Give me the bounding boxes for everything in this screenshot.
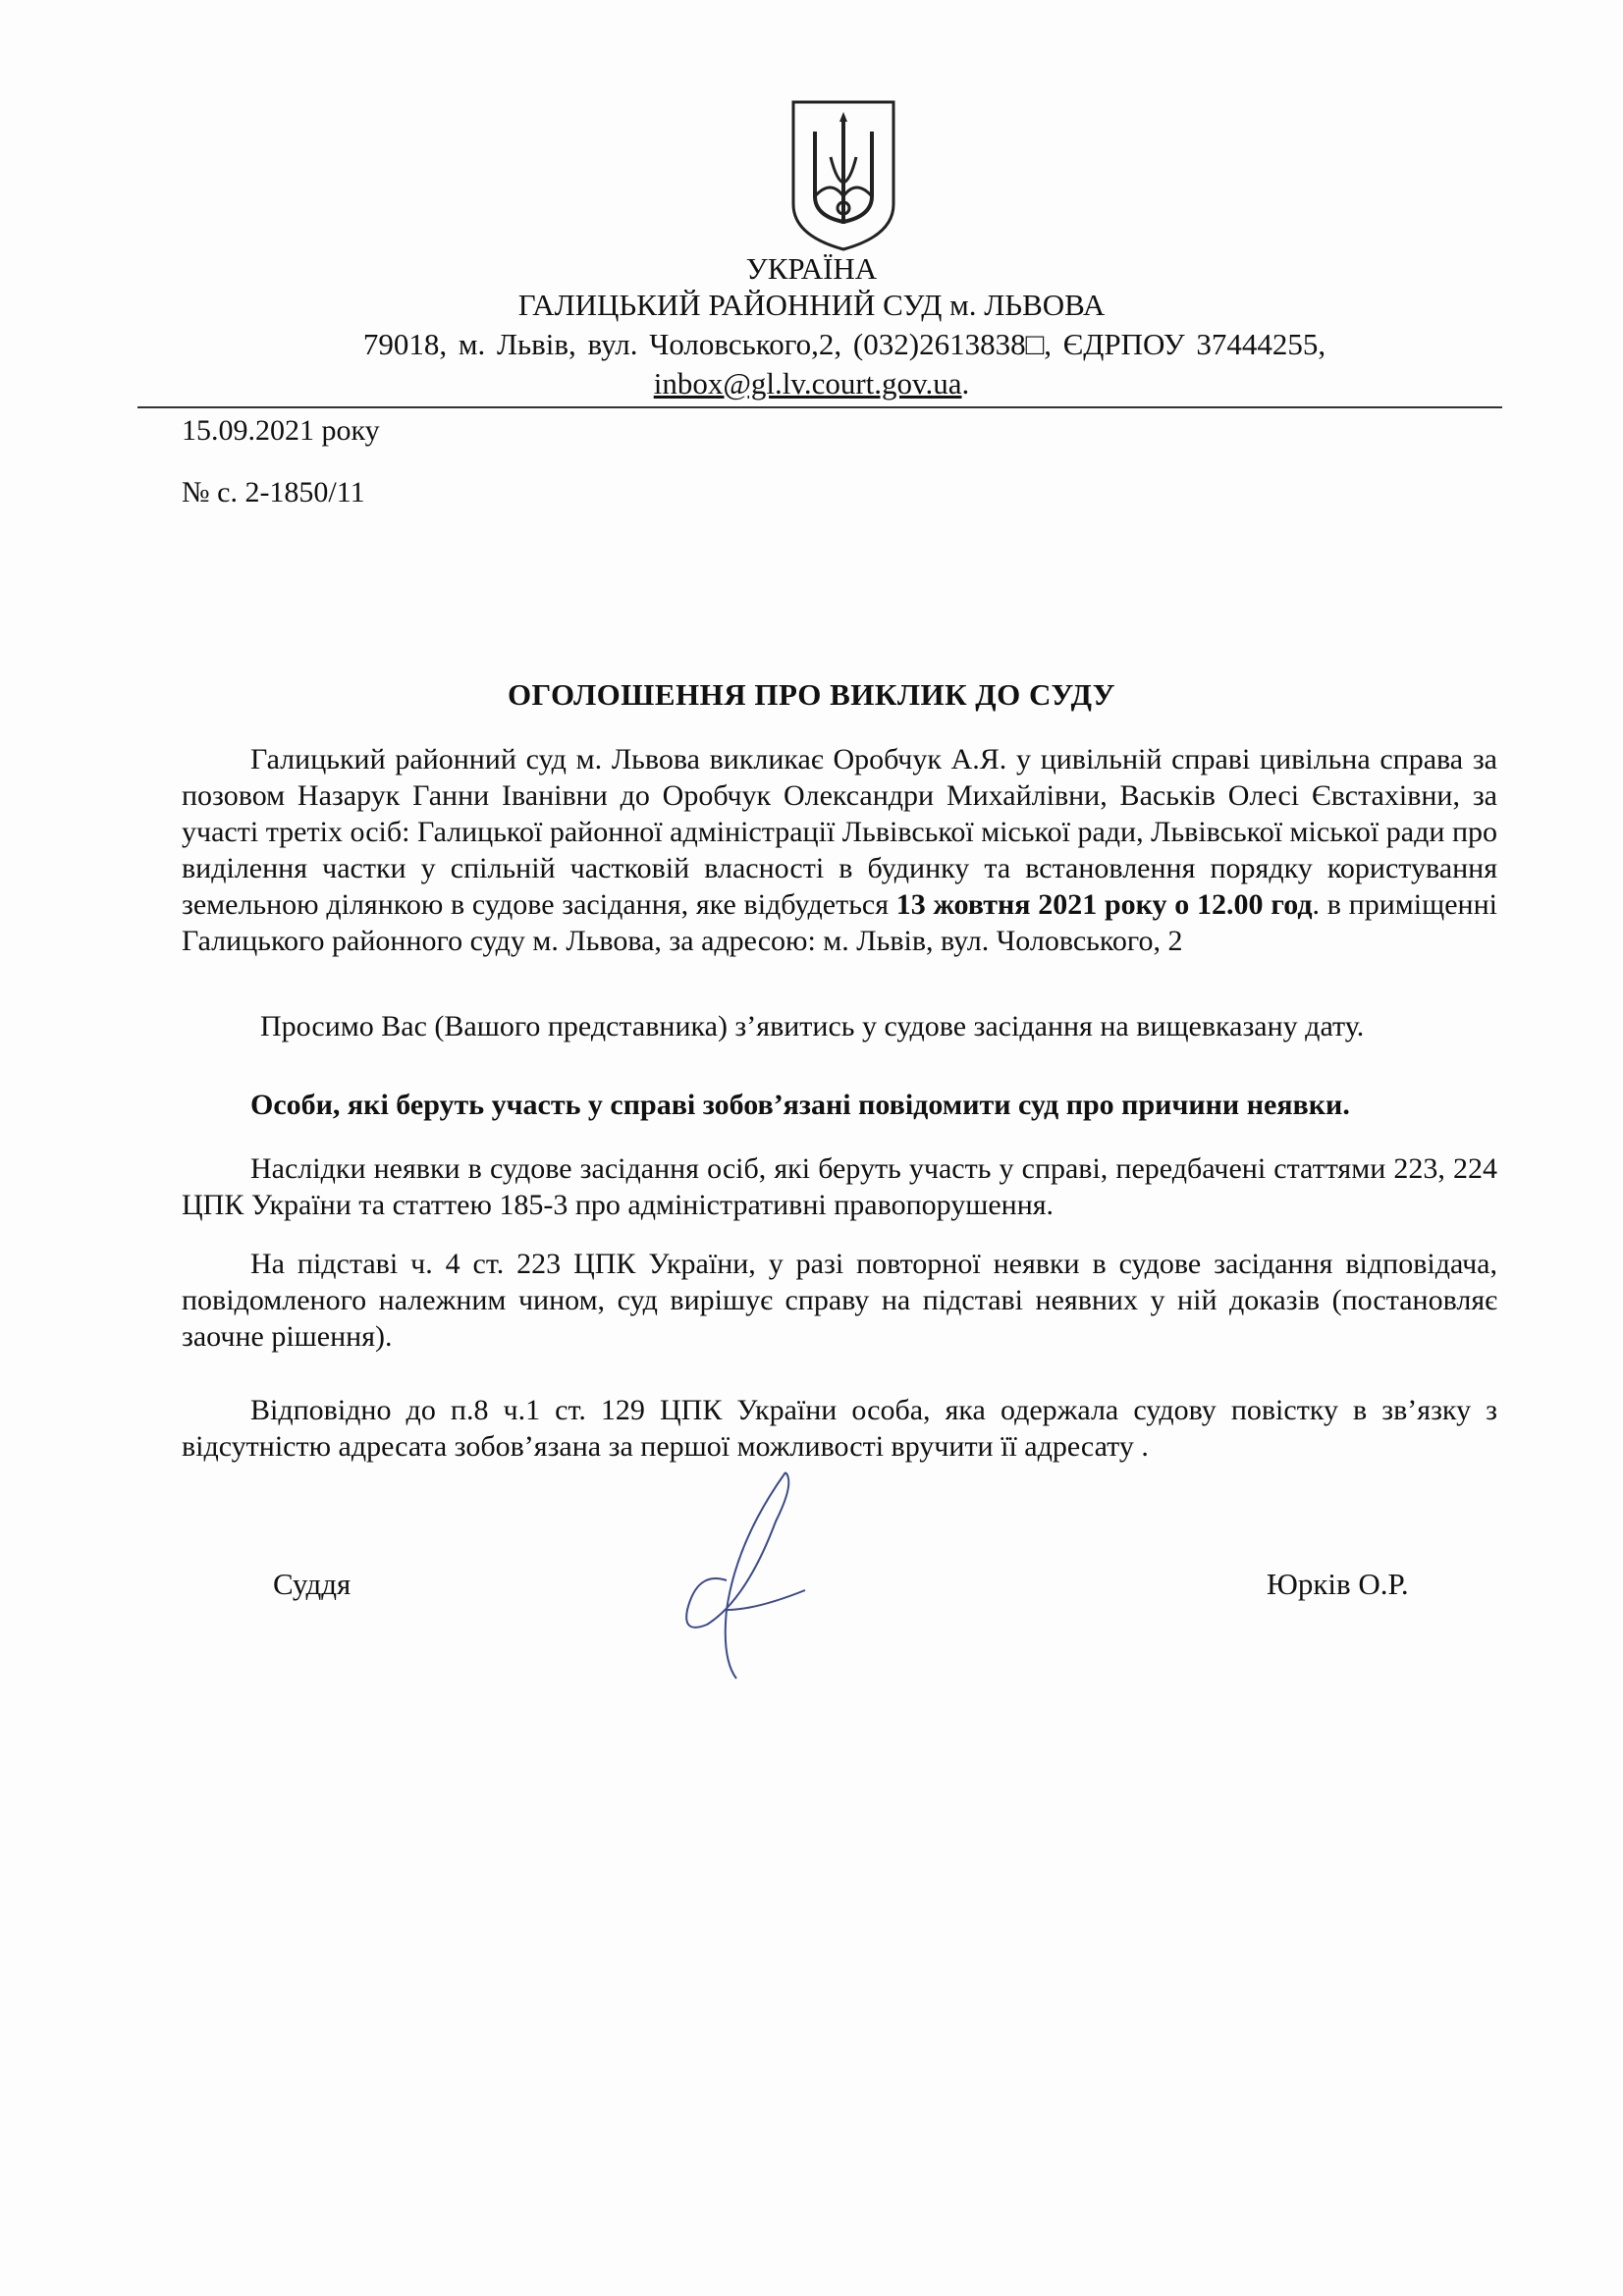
case-number: № с. 2-1850/11 — [182, 476, 365, 508]
delivery-rule-paragraph: Відповідно до п.8 ч.1 ст. 129 ЦПК України особа, яка одержала судову повістку в зв’язку з відсутністю адресата зобов’язана за першої можливості вручити її адресату . — [182, 1394, 1497, 1463]
signature-name: Юрків О.Р. — [1267, 1567, 1409, 1601]
summons-paragraph — [182, 741, 1497, 959]
obligation-paragraph: Особи, які беруть участь у справі зобов’язані повідомити суд про причини неявки. — [250, 1089, 1350, 1121]
header-email-suffix: . — [961, 366, 970, 400]
document-title: ОГОЛОШЕННЯ ПРО ВИКЛИК ДО СУДУ — [507, 677, 1116, 712]
header-divider — [137, 406, 1502, 408]
hearing-datetime: 13 жовтня 2021 року о 12.00 год — [895, 888, 1313, 921]
legal-basis-paragraph: На підставі ч. 4 ст. 223 ЦПК України, у разі повторної неявки в судове засідання відповідача, повідомленого належним чином, суд вирішує справу на підставі неявних у ній доказів (постановляє заочне рішення). — [182, 1248, 1497, 1353]
header-email[interactable]: inbox@gl.lv.court.gov.ua — [653, 366, 962, 400]
document-date: 15.09.2021 року — [182, 414, 380, 447]
header-email-line — [0, 366, 1623, 401]
coat-of-arms-icon — [785, 98, 901, 253]
signature-role: Суддя — [273, 1567, 352, 1601]
consequences-paragraph: Наслідки неявки в судове засідання осіб, які беруть участь у справі, передбачені статтями 223, 224 ЦПК України та статтею 185-3 про адміністративні правопорушення. — [182, 1152, 1497, 1221]
request-paragraph: Просимо Вас (Вашого представника) з’явитись у судове засідання на вищевказану дату. — [260, 1010, 1365, 1042]
summons-text-start: Галицький районний суд м. Львова викликає Оробчук А.Я. у цивільній справі цивільна справа за позовом Назарук Ганни Іванівни до Оробчук Олександри Михайлівни, Васьків Олесі Євстахівни, за участі третіх осіб: Галицької районної адміністрації Львівської міської ради, Львівської міської ради про виділення частки у спільній частковій власності в будинку та встановлення порядку користування земельною ділянкою в судове засідання, яке відбудеться — [182, 743, 1497, 921]
header-address: 79018, м. Львів, вул. Чоловського,2, (032)2613838□, ЄДРПОУ 37444255, — [362, 327, 1326, 361]
summons-text-end: . в приміщенні Галицького районного суду м. Львова, за адресою: м. Львів, вул. Чоловського, 2 — [182, 888, 1497, 957]
handwritten-signature — [668, 1463, 844, 1688]
header-court-name: ГАЛИЦЬКИЙ РАЙОННИЙ СУД м. ЛЬВОВА — [517, 288, 1106, 322]
header-country: УКРАЇНА — [745, 251, 878, 286]
